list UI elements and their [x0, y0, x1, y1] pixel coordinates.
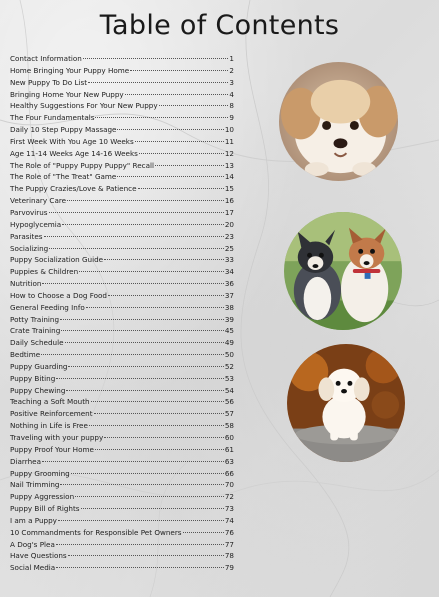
toc-entry[interactable] [10, 349, 234, 361]
toc-leader-dots [68, 555, 224, 556]
toc-leader-dots [138, 188, 224, 189]
toc-entry-page: 60 [224, 433, 234, 442]
toc-entry[interactable] [10, 254, 234, 266]
toc-entry-page: 34 [224, 267, 234, 277]
toc-leader-dots [83, 58, 229, 59]
toc-leader-dots [58, 520, 224, 521]
toc-entry-page: 20 [224, 219, 234, 229]
toc-entry-page: 73 [224, 504, 234, 514]
toc-entry-label: A Dog's Plea [10, 539, 55, 549]
toc-entry-page: 10 [224, 125, 234, 135]
toc-leader-dots [56, 567, 224, 568]
toc-leader-dots [49, 248, 224, 249]
toc-entry-page: 36 [224, 279, 234, 289]
toc-leader-dots [71, 473, 224, 474]
toc-leader-dots [56, 378, 224, 379]
toc-leader-dots [86, 307, 224, 308]
toc-entry-page: 8 [229, 101, 234, 111]
toc-entry[interactable] [10, 302, 234, 314]
toc-entry[interactable] [10, 160, 234, 172]
toc-entry-label: Teaching a Soft Mouth [10, 397, 90, 407]
toc-leader-dots [108, 295, 224, 296]
toc-entry-page: 72 [224, 492, 234, 502]
toc-entry[interactable] [10, 385, 234, 397]
toc-entry-page: 61 [224, 444, 234, 454]
toc-leader-dots [81, 508, 224, 509]
toc-leader-dots [94, 413, 224, 414]
toc-entry[interactable] [10, 219, 234, 231]
toc-entry[interactable] [10, 124, 234, 136]
toc-entry[interactable] [10, 468, 234, 480]
toc-entry-page: 37 [224, 290, 234, 300]
toc-leader-dots [42, 283, 223, 284]
toc-entry[interactable] [10, 479, 234, 491]
toc-leader-dots [79, 271, 224, 272]
toc-leader-dots [65, 342, 224, 343]
toc-entry[interactable] [10, 314, 234, 326]
toc-entry[interactable] [10, 290, 234, 302]
toc-entry[interactable] [10, 89, 234, 101]
toc-entry[interactable] [10, 539, 234, 551]
toc-entry-label: Puppy Chewing [10, 385, 66, 395]
toc-entry-page: 17 [224, 207, 234, 217]
toc-entry[interactable] [10, 183, 234, 195]
toc-entry-label: Nutrition [10, 279, 42, 289]
toc-leader-dots [95, 449, 224, 450]
toc-entry-label: General Feeding Info [10, 302, 85, 312]
toc-entry-page: 14 [224, 172, 234, 182]
toc-entry-label: New Puppy To Do List [10, 77, 88, 87]
toc-entry-page: 2 [229, 65, 234, 75]
toc-entry-label: Nail Trimming [10, 480, 60, 490]
toc-entry[interactable] [10, 527, 234, 539]
toc-entry-label: Puppy Guarding [10, 361, 68, 371]
toc-entry-label: Puppy Biting [10, 373, 56, 383]
toc-leader-dots [66, 390, 223, 391]
toc-leader-dots [104, 437, 224, 438]
toc-entry-label: Veterinary Care [10, 196, 67, 206]
toc-entry-page: 58 [224, 421, 234, 431]
toc-entry-page: 11 [224, 136, 234, 146]
toc-entry-page: 23 [224, 231, 234, 241]
toc-entry-page: 79 [224, 563, 234, 573]
toc-entry-page: 50 [224, 350, 234, 360]
toc-entry-page: 15 [224, 184, 234, 194]
toc-entry[interactable] [10, 171, 234, 183]
toc-leader-dots [42, 461, 224, 462]
toc-entry-page: 3 [229, 77, 234, 87]
toc-entry[interactable] [10, 562, 234, 574]
toc-entry[interactable] [10, 112, 234, 124]
toc-entry[interactable] [10, 148, 234, 160]
toc-leader-dots [67, 200, 224, 201]
toc-entry-page: 33 [224, 255, 234, 265]
toc-entry-page: 16 [224, 196, 234, 206]
toc-entry[interactable] [10, 503, 234, 515]
toc-entry-page: 52 [224, 361, 234, 371]
puppy-photo-golden [279, 62, 398, 181]
toc-entry-label: The Four Fundamentals [10, 113, 95, 123]
toc-entry-label: Daily Schedule [10, 338, 64, 348]
toc-leader-dots [68, 366, 223, 367]
toc-entry-page: 66 [224, 468, 234, 478]
toc-entry-page: 1 [229, 54, 234, 63]
toc-entry-label: Social Media [10, 563, 56, 573]
toc-leader-dots [104, 259, 224, 260]
toc-leader-dots [159, 105, 229, 106]
toc-leader-dots [56, 544, 224, 545]
toc-entry-label: Have Questions [10, 551, 67, 561]
puppy-photo-white [287, 344, 405, 462]
toc-leader-dots [135, 141, 224, 142]
toc-entry-label: Diarrhea [10, 456, 41, 466]
toc-entry-label: Home Bringing Your Puppy Home [10, 65, 130, 75]
toc-leader-dots [61, 330, 224, 331]
toc-entry[interactable] [10, 456, 234, 468]
toc-entry-label: Daily 10 Step Puppy Massage [10, 125, 117, 135]
toc-entry[interactable] [10, 243, 234, 255]
toc-leader-dots [49, 212, 224, 213]
page-title: Table of Contents [99, 10, 340, 41]
toc-entry-page: 38 [224, 302, 234, 312]
toc-leader-dots [117, 176, 223, 177]
toc-entry[interactable] [10, 325, 234, 337]
toc-leader-dots [91, 401, 224, 402]
toc-leader-dots [125, 94, 229, 95]
toc-leader-dots [44, 236, 224, 237]
toc-entry-label: Nothing in Life is Free [10, 421, 88, 431]
toc-entry-label: Socializing [10, 243, 49, 253]
toc-entry[interactable] [10, 207, 234, 219]
toc-entry-label: Crate Training [10, 326, 61, 336]
toc-leader-dots [62, 224, 224, 225]
toc-leader-dots [130, 70, 228, 71]
toc-entry-label: The Role of "The Treat" Game [10, 172, 117, 182]
toc-entry[interactable] [10, 444, 234, 456]
toc-entry-label: Puppy Grooming [10, 468, 70, 478]
toc-entry-page: 53 [224, 373, 234, 383]
toc-entry-page: 56 [224, 397, 234, 407]
toc-entry-label: Parasites [10, 231, 43, 241]
toc-entry[interactable] [10, 491, 234, 503]
toc-entry-page: 78 [224, 551, 234, 561]
toc-entry[interactable] [10, 515, 234, 527]
toc-leader-dots [139, 153, 224, 154]
toc-leader-dots [155, 165, 224, 166]
toc-entry-label: How to Choose a Dog Food [10, 290, 107, 300]
toc-entry-label: The Puppy Crazies/Love & Patience [10, 184, 137, 194]
toc-leader-dots [88, 82, 228, 83]
toc-entry-page: 13 [224, 160, 234, 170]
toc-entry-label: Bedtime [10, 350, 41, 360]
toc-entry-label: I am a Puppy [10, 515, 57, 525]
toc-entry[interactable] [10, 432, 234, 444]
toc-entry-page: 4 [229, 89, 234, 99]
toc-entry-label: Puppy Socialization Guide [10, 255, 104, 265]
toc-entry-page: 25 [224, 243, 234, 253]
toc-entry-page: 45 [224, 326, 234, 336]
toc-entry-page: 54 [224, 385, 234, 395]
toc-leader-dots [117, 129, 223, 130]
toc-leader-dots [95, 117, 228, 118]
toc-entry-label: Hypoglycemia [10, 219, 62, 229]
toc-entry-label: Puppy Proof Your Home [10, 444, 94, 454]
toc-entry[interactable] [10, 266, 234, 278]
toc-leader-dots [75, 496, 224, 497]
puppies-photo-pair [284, 212, 402, 330]
toc-leader-dots [60, 484, 223, 485]
toc-entry[interactable] [10, 550, 234, 562]
toc-entry[interactable] [10, 65, 234, 77]
toc-entry-page: 57 [224, 409, 234, 419]
toc-entry-label: Traveling with your puppy [10, 433, 104, 442]
toc-leader-dots [183, 532, 224, 533]
toc-entry[interactable] [10, 53, 234, 65]
toc-entry-page: 49 [224, 338, 234, 348]
toc-entry-label: The Role of "Puppy Puppy Puppy" Recall [10, 160, 154, 170]
toc-entry-page: 9 [229, 113, 234, 123]
toc-entry[interactable] [10, 77, 234, 89]
toc-entry-label: Parvovirus [10, 207, 48, 217]
toc-entry[interactable] [10, 231, 234, 243]
toc-entry-page: 39 [224, 314, 234, 324]
toc-entry-label: Healthy Suggestions For Your New Puppy [10, 101, 158, 111]
table-of-contents [10, 53, 234, 574]
toc-entry-page: 70 [224, 480, 234, 490]
toc-entry-page: 63 [224, 456, 234, 466]
toc-entry-label: Puppies & Children [10, 267, 79, 277]
toc-entry-page: 74 [224, 515, 234, 525]
toc-entry[interactable] [10, 337, 234, 349]
toc-entry-label: Puppy Aggression [10, 492, 75, 502]
toc-entry-label: Potty Training [10, 314, 60, 324]
toc-entry[interactable] [10, 136, 234, 148]
toc-leader-dots [41, 354, 224, 355]
toc-entry[interactable] [10, 195, 234, 207]
toc-entry[interactable] [10, 408, 234, 420]
toc-entry[interactable] [10, 373, 234, 385]
toc-entry-label: First Week With You Age 10 Weeks [10, 136, 134, 146]
toc-entry[interactable] [10, 361, 234, 373]
toc-entry-page: 77 [224, 539, 234, 549]
toc-entry-label: Contact Information [10, 54, 82, 63]
toc-entry-label: 10 Commandments for Responsible Pet Owners [10, 527, 182, 537]
toc-entry-label: Bringing Home Your New Puppy [10, 89, 124, 99]
toc-entry-label: Age 11-14 Weeks Age 14-16 Weeks [10, 148, 138, 158]
toc-entry[interactable] [10, 278, 234, 290]
toc-entry[interactable] [10, 420, 234, 432]
toc-entry-page: 12 [224, 148, 234, 158]
toc-entry-label: Positive Reinforcement [10, 409, 93, 419]
toc-entry[interactable] [10, 100, 234, 112]
toc-entry-label: Puppy Bill of Rights [10, 504, 80, 514]
toc-leader-dots [60, 319, 224, 320]
toc-entry[interactable] [10, 396, 234, 408]
toc-entry-page: 76 [224, 527, 234, 537]
toc-leader-dots [89, 425, 224, 426]
